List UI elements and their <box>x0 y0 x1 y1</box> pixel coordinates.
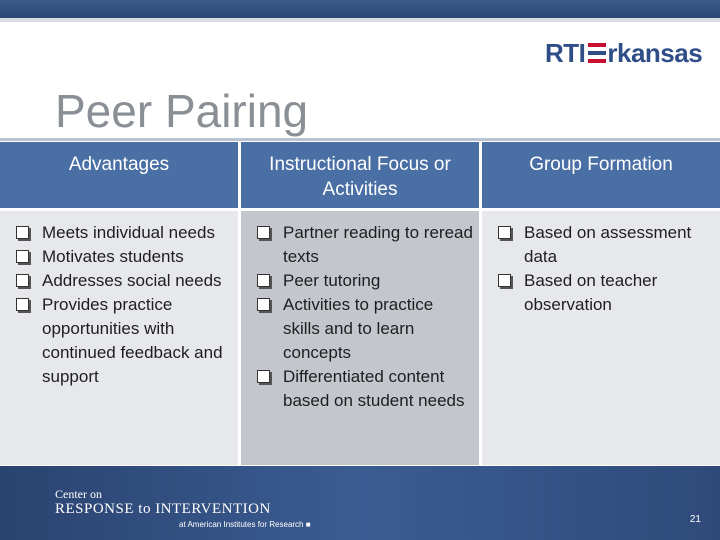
comparison-table <box>0 142 720 465</box>
column-header-text: Instructional Focus or Activities <box>269 154 451 200</box>
footer-band <box>0 466 720 540</box>
list-item-text: Based on teacher observation <box>524 271 658 314</box>
logo-prefix: RTI <box>545 37 586 68</box>
list-item-text: Addresses social needs <box>42 271 222 290</box>
checkbox-bullet-icon <box>257 226 270 239</box>
checkbox-bullet-icon <box>16 250 29 263</box>
list-item <box>257 269 473 293</box>
checkbox-bullet-icon <box>16 226 29 239</box>
flag-icon <box>588 43 606 63</box>
column-body <box>241 211 479 465</box>
page-number: 21 <box>689 514 701 525</box>
list-item-text: Activities to practice skills and to learn concepts <box>283 295 434 362</box>
slide-title: Peer Pairing <box>55 85 309 137</box>
list-item-text: Motivates students <box>42 247 184 266</box>
checkbox-bullet-icon <box>257 370 270 383</box>
column-header-text: Group Formation <box>529 154 673 175</box>
column-instructional-focus <box>241 142 479 465</box>
logo-suffix: rkansas <box>607 37 703 68</box>
list-item <box>16 245 232 269</box>
column-header-text: Advantages <box>68 154 170 175</box>
title-underline <box>0 138 720 141</box>
list-item <box>16 269 232 293</box>
column-header <box>482 142 720 208</box>
checkbox-bullet-icon <box>498 226 511 239</box>
checkbox-bullet-icon <box>16 298 29 311</box>
list-item-text: Peer tutoring <box>283 271 381 290</box>
top-divider <box>0 18 720 22</box>
list-item-text: Partner reading to reread texts <box>283 223 473 266</box>
list-item <box>257 221 473 269</box>
checkbox-bullet-icon <box>257 274 270 287</box>
list-item <box>257 293 473 365</box>
list-item <box>16 293 232 389</box>
list-item <box>257 365 473 413</box>
column-advantages <box>0 142 238 465</box>
list-item <box>498 221 714 269</box>
column-body <box>0 211 238 465</box>
top-band <box>0 0 720 18</box>
list-item-text: Meets individual needs <box>42 223 215 242</box>
column-body <box>482 211 720 465</box>
list-item-text: Differentiated content based on student needs <box>283 367 465 410</box>
list-item-text: Based on assessment data <box>524 223 692 266</box>
list-item-text: Provides practice opportunities with continued feedback and support <box>42 295 223 386</box>
list-item <box>16 221 232 245</box>
column-group-formation <box>482 142 720 465</box>
checkbox-bullet-icon <box>498 274 511 287</box>
footer-logo-line3: at American Institutes for Research ■ <box>179 520 311 529</box>
center-on-rti-logo <box>55 488 311 529</box>
footer-logo-line1: Center on <box>55 487 102 501</box>
column-header <box>241 142 479 208</box>
list-item <box>498 269 714 317</box>
checkbox-bullet-icon <box>257 298 270 311</box>
checkbox-bullet-icon <box>16 274 29 287</box>
column-header <box>0 142 238 208</box>
rti-arkansas-logo <box>545 38 702 68</box>
footer-logo-line2: RESPONSE to INTERVENTION <box>55 501 271 517</box>
